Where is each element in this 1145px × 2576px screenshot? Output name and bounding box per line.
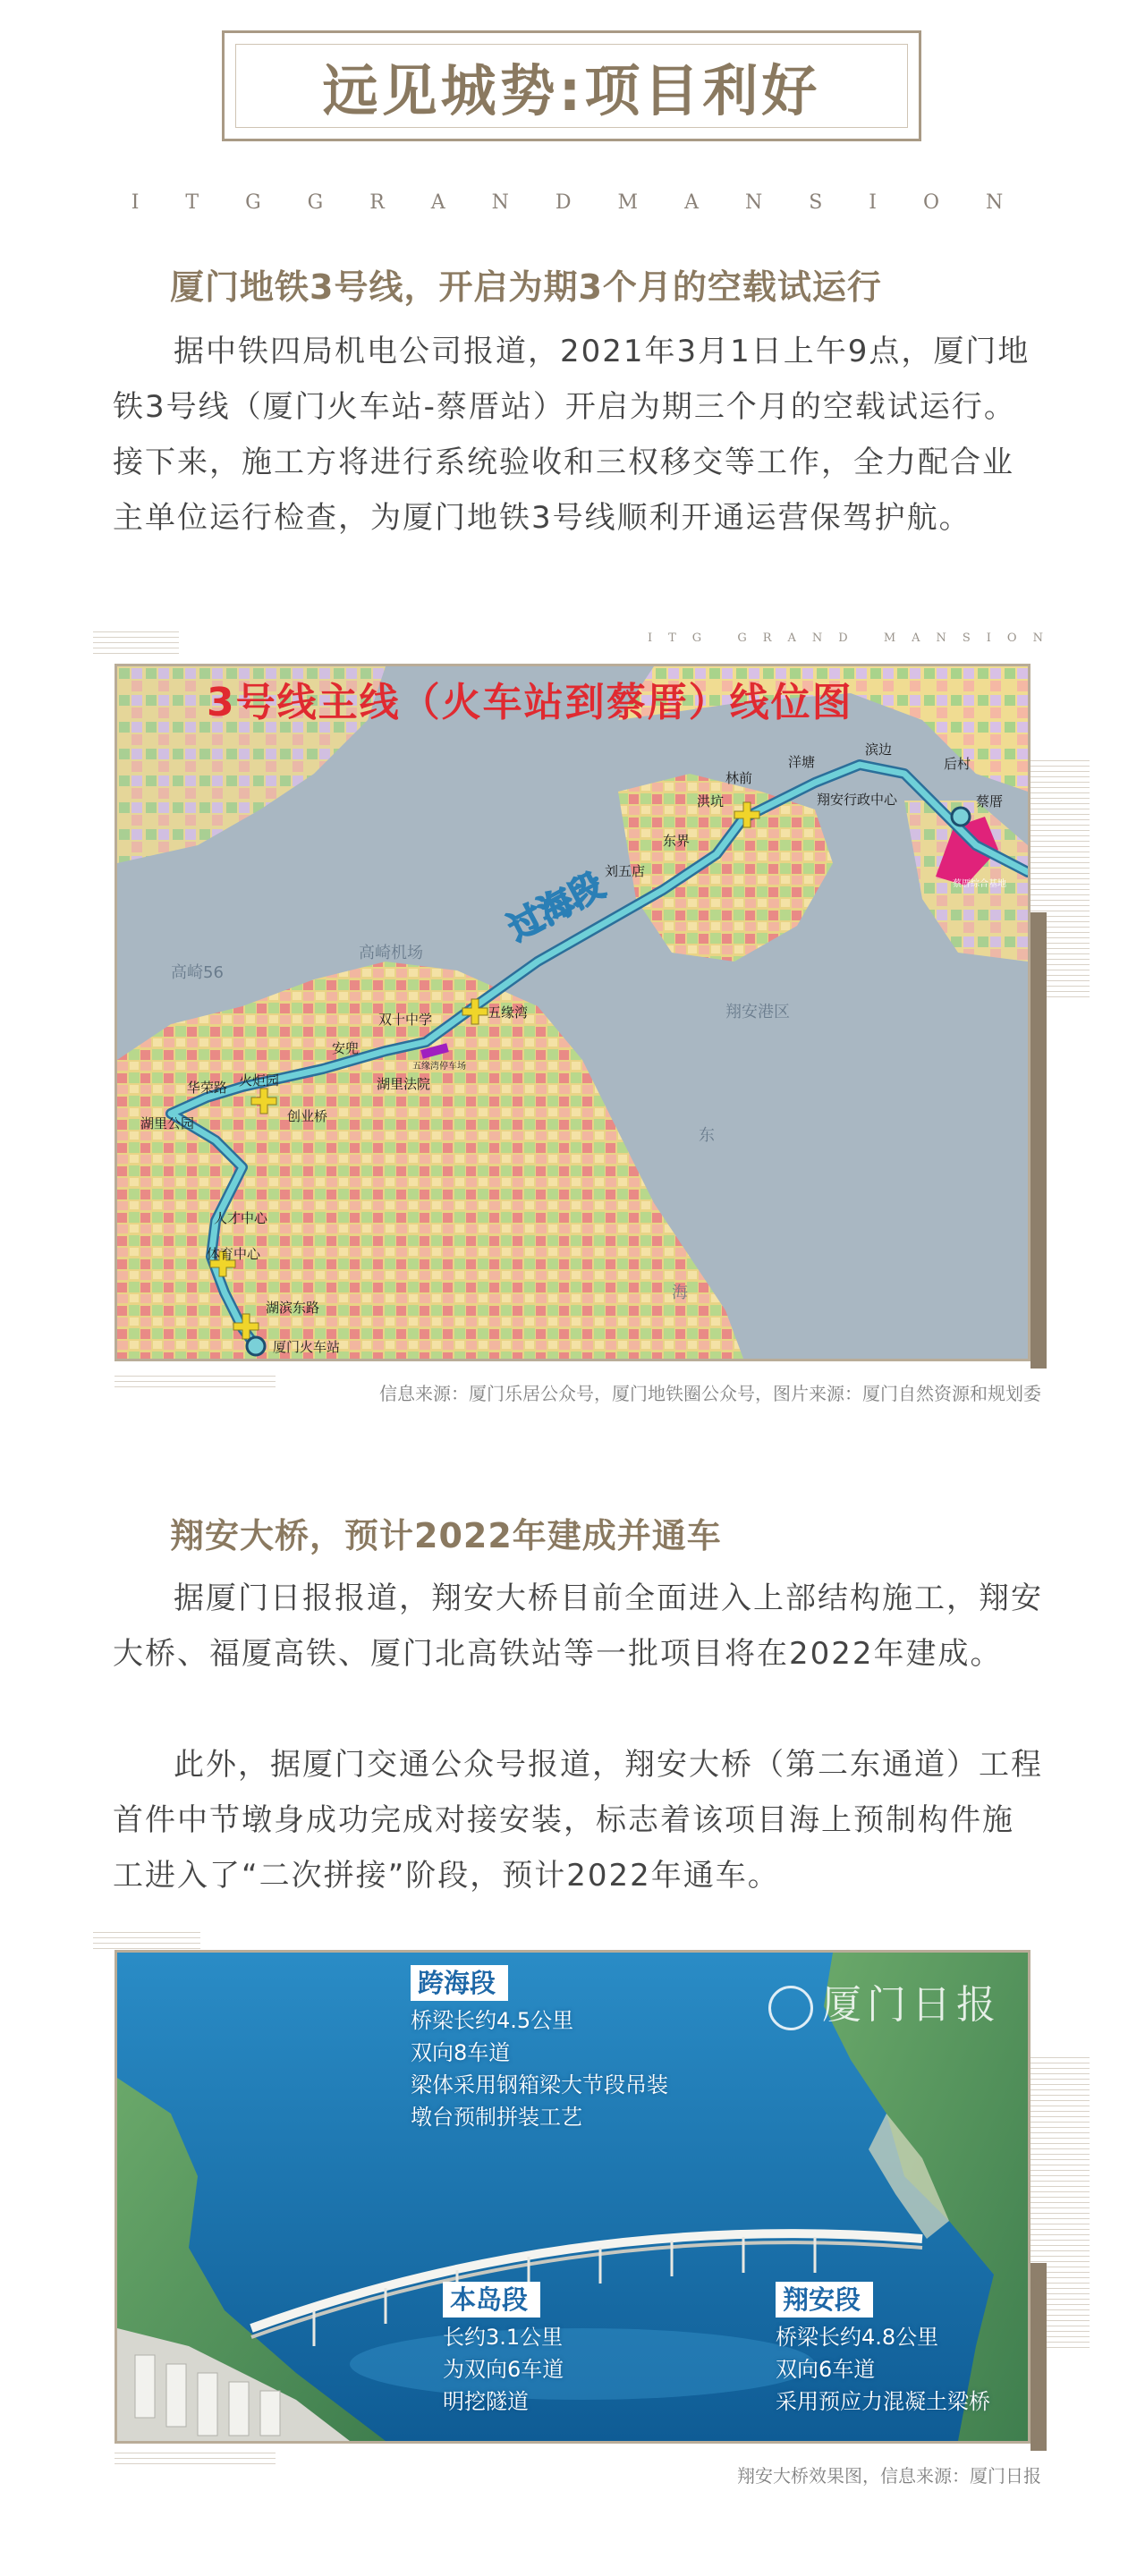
bridge-block-line: 桥梁长约4.5公里 (411, 2008, 574, 2033)
bridge-block-line: 双向6车道 (776, 2357, 876, 2382)
bridge-block-title: 本岛段 (443, 2282, 540, 2318)
station-label: 洋塘 (788, 754, 816, 770)
bridge-block-line: 梁体采用钢箱梁大节段吊装 (411, 2072, 668, 2097)
station-label: 洪坑 (697, 793, 725, 809)
page-title: 远见城势:项目利好 (322, 57, 821, 123)
bridge-block-title: 跨海段 (411, 1965, 508, 2001)
newspaper-logo-icon (768, 1986, 813, 2030)
depot-label: 五缘湾停车场 (412, 1062, 466, 1072)
section2-heading: 翔安大桥，预计2022年建成并通车 (170, 1516, 722, 1555)
bridge-block-line: 长约3.1公里 (443, 2325, 564, 2350)
bridge-source: 翔安大桥效果图，信息来源：厦门日报 (737, 2465, 1041, 2487)
map-source: 信息来源：厦门乐居公众号，厦门地铁圈公众号，图片来源：厦门自然资源和规划委 (379, 1383, 1041, 1404)
brand-text: ITGGRANDMANSION (131, 191, 1050, 214)
station-label: 创业桥 (287, 1108, 328, 1124)
segment-label: 过海段 (501, 865, 611, 948)
section1-heading: 厦门地铁3号线，开启为期3个月的空载试运行 (170, 267, 882, 307)
section2-paragraph1-text: 据厦门日报报道，翔安大桥目前全面进入上部结构施工，翔安大桥、福厦高铁、厦门北高铁站等一批项目将在2022年建成。 (113, 1580, 1043, 1672)
frame-lines-bottom-2 (114, 2453, 276, 2467)
metro-map (114, 664, 1030, 1361)
bridge-block-line: 双向8车道 (411, 2040, 511, 2065)
station-label: 翔安行政中心 (817, 792, 898, 808)
frame-lines-bottom (114, 1376, 276, 1390)
station-label: 体育中心 (207, 1246, 261, 1262)
section2-paragraph2 (113, 1737, 1043, 1903)
station-label: 五缘湾 (488, 1004, 529, 1021)
bridge-block-line: 采用预应力混凝土梁桥 (776, 2389, 990, 2414)
station-label: 厦门火车站 (273, 1339, 341, 1355)
section1-paragraph-text: 据中铁四局机电公司报道，2021年3月1日上午9点，厦门地铁3号线（厦门火车站-蔡厝站）开启为期三个月的空载试运行。接下来，施工方将进行系统验收和三权移交等工作，全力配合业主单位运行检查，为厦门地铁3号线顺利开通运营保驾护航。 (113, 334, 1030, 536)
bridge-block-island (443, 2282, 564, 2418)
station-label: 湖滨东路 (266, 1300, 320, 1316)
area-label: 东 (699, 1126, 715, 1145)
station-label: 双十中学 (378, 1012, 433, 1028)
frame-shadow-right (1030, 912, 1047, 1368)
bridge-block-sea (411, 1965, 668, 2133)
station-label: 安兜 (332, 1040, 360, 1056)
watermark (768, 1972, 1001, 2030)
area-label: 高崎机场 (359, 944, 423, 962)
station-label: 后村 (944, 756, 971, 772)
station-label: 湖里公园 (140, 1115, 195, 1131)
station-label: 东界 (663, 833, 691, 849)
map-title: 3号线主线（火车站到蔡厝）线位图 (207, 680, 853, 725)
bridge-block-line: 墩台预制拼装工艺 (411, 2105, 582, 2130)
station-label: 湖里法院 (377, 1076, 431, 1092)
station-label: 滨边 (865, 741, 893, 758)
bridge-block-line: 为双向6车道 (443, 2357, 564, 2382)
bridge-block-line: 明挖隧道 (443, 2389, 529, 2414)
area-label: 高崎56 (171, 963, 224, 982)
section2-paragraph2-text: 此外，据厦门交通公众号报道，翔安大桥（第二东通道）工程首件中节墩身成功完成对接安装，标志着该项目海上预制构件施工进入了“二次拼接”阶段，预计2022年通车。 (113, 1747, 1043, 1894)
area-label: 翔安港区 (725, 1003, 790, 1021)
station-label: 刘五店 (605, 863, 646, 879)
frame-shadow-right-2 (1030, 2263, 1047, 2451)
area-label: 海 (672, 1284, 688, 1302)
frame-lines-top-left (93, 631, 179, 658)
depot-label: 蔡厝综合基地 (953, 879, 1006, 889)
station-label: 人才中心 (214, 1210, 268, 1226)
station-label: 林前 (725, 770, 753, 786)
bridge-block-xiangan (776, 2282, 990, 2418)
bridge-block-line: 桥梁长约4.8公里 (776, 2325, 939, 2350)
title-frame (222, 30, 921, 141)
bridge-block-title: 翔安段 (776, 2282, 873, 2318)
bridge-image (114, 1950, 1030, 2444)
station-label: 华荣路 (187, 1080, 228, 1096)
section1-paragraph (113, 324, 1043, 546)
watermark-text: 厦门日报 (822, 1982, 1001, 2028)
station-label: 蔡厝 (976, 793, 1004, 809)
station-label: 火炬园 (239, 1072, 280, 1089)
brand-small-map: ITG GRAND MANSION (648, 631, 1059, 645)
section2-paragraph1 (113, 1571, 1043, 1682)
